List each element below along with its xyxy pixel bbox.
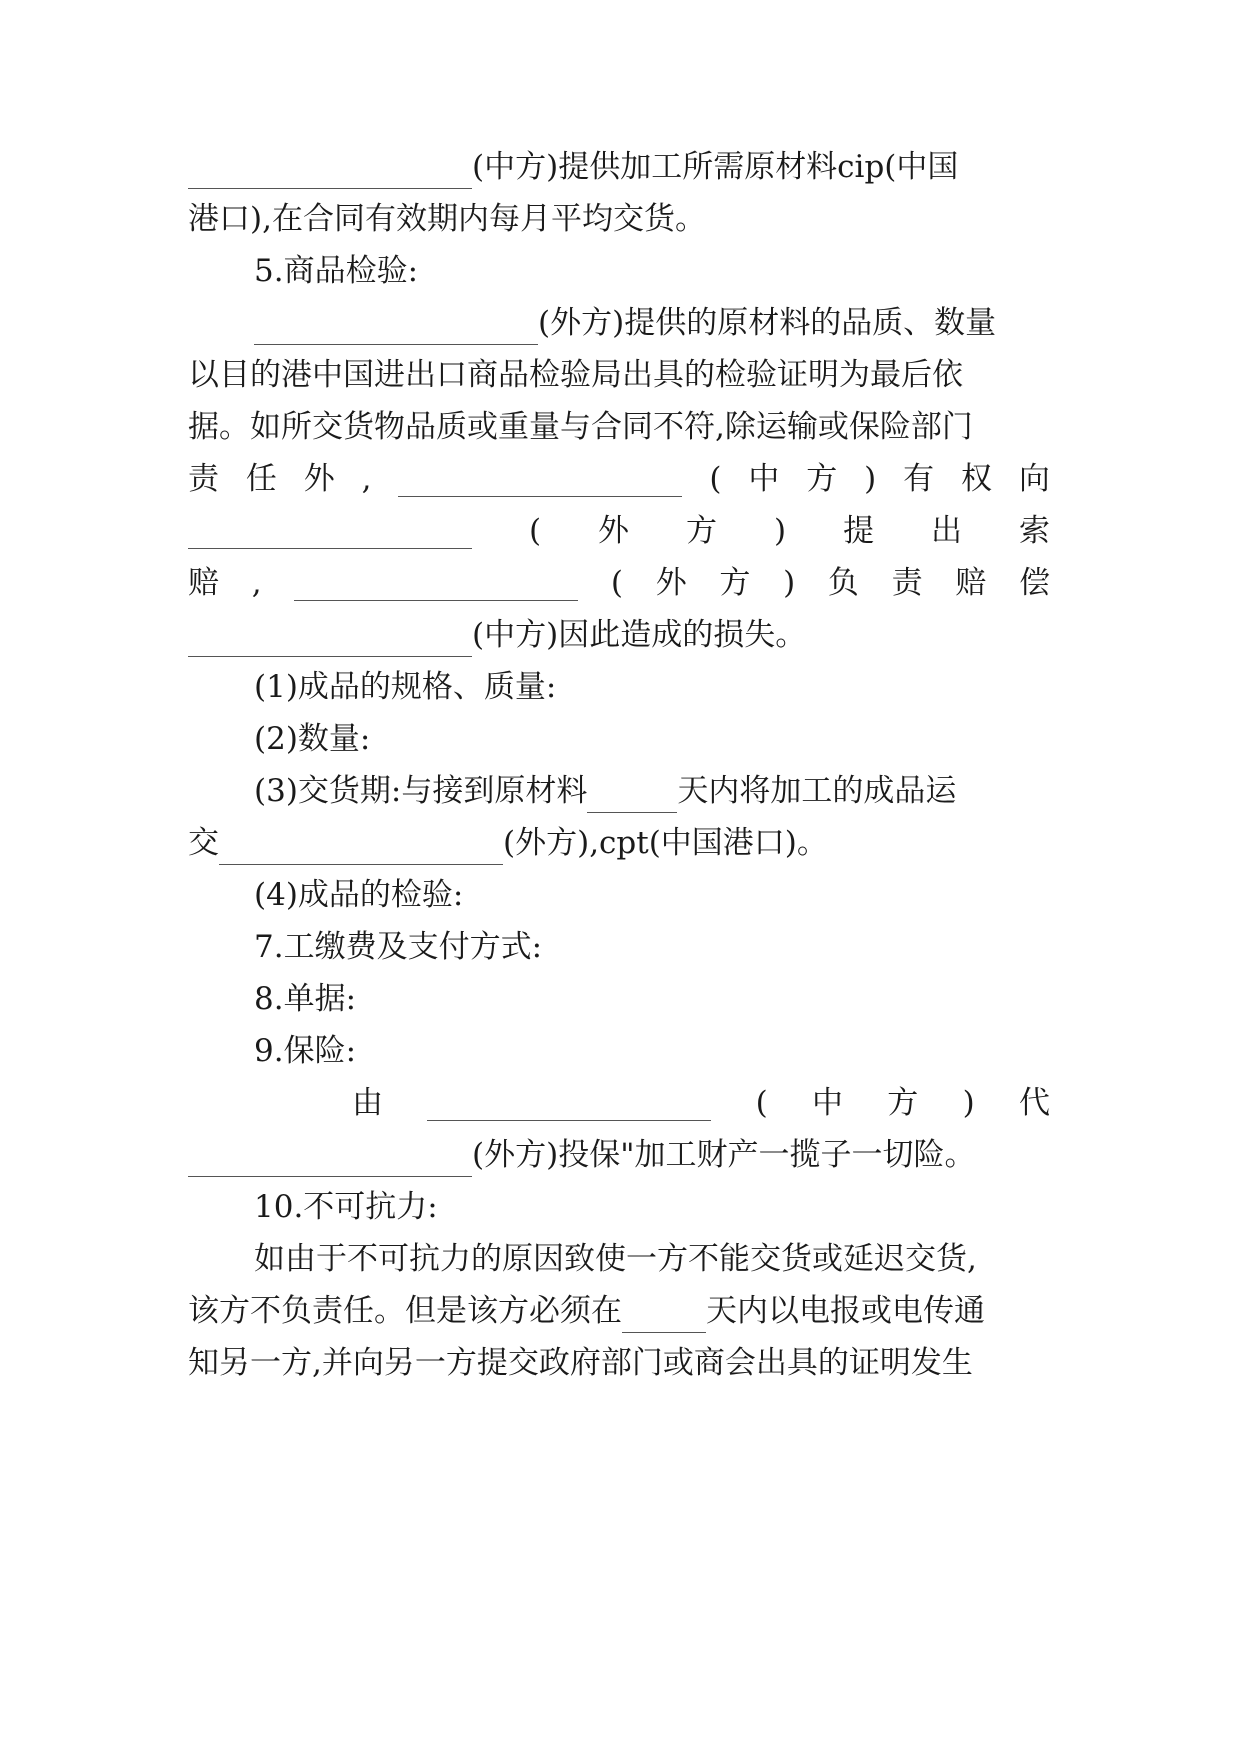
char: 外 <box>598 513 630 549</box>
justified-line <box>188 509 1050 553</box>
section-heading <box>254 249 1050 293</box>
char: ) <box>864 461 877 497</box>
line-text: (外方)提供的原材料的品质、数量 <box>538 305 997 341</box>
list-item <box>254 665 1050 709</box>
char: 有 <box>903 461 935 497</box>
char: 外 <box>655 565 687 601</box>
char: ) <box>773 513 787 549</box>
paragraph-line <box>188 145 1050 189</box>
char: , <box>361 461 372 497</box>
char: 出 <box>931 513 963 549</box>
paragraph-line <box>188 197 1050 241</box>
fill-in-blank[interactable] <box>188 622 472 657</box>
fill-in-blank[interactable] <box>622 1298 706 1333</box>
fill-in-blank[interactable] <box>188 1142 472 1177</box>
line-text: 天内以电报或电传通 <box>706 1293 985 1329</box>
heading-text: 7.工缴费及支付方式: <box>254 929 543 965</box>
line-text: (3)交货期:与接到原材料 <box>254 773 588 809</box>
char: 负 <box>827 565 859 601</box>
fill-in-blank[interactable] <box>587 778 677 813</box>
char: 外 <box>303 461 335 497</box>
justified-line <box>188 457 1050 501</box>
paragraph-line <box>188 613 1050 657</box>
paragraph-line <box>254 301 1050 345</box>
char: 由 <box>352 1085 383 1121</box>
fill-in-blank[interactable] <box>398 462 682 497</box>
char: ( <box>610 565 624 601</box>
line-text: 知另一方,并向另一方提交政府部门或商会出具的证明发生 <box>188 1345 973 1381</box>
char: 赔 <box>955 565 987 601</box>
char: 方 <box>806 461 838 497</box>
paragraph-line <box>254 1237 1050 1281</box>
section-heading <box>254 977 1050 1021</box>
line-text: (1)成品的规格、质量: <box>254 669 557 705</box>
heading-text: 10.不可抗力: <box>254 1189 438 1225</box>
line-text: 港口),在合同有效期内每月平均交货。 <box>188 201 706 237</box>
section-heading <box>254 1029 1050 1073</box>
line-text: 交 <box>188 825 219 861</box>
line-text: 以目的港中国进出口商品检验局出具的检验证明为最后依 <box>188 357 963 393</box>
paragraph-line <box>188 1289 1050 1333</box>
line-text: (4)成品的检验: <box>254 877 464 913</box>
line-text: 天内将加工的成品运 <box>677 773 957 809</box>
heading-text: 8.单据: <box>254 981 357 1017</box>
fill-in-blank[interactable] <box>219 830 503 865</box>
char: 代 <box>1019 1085 1050 1121</box>
char: ) <box>962 1085 975 1121</box>
char: ) <box>783 565 796 601</box>
fill-in-blank[interactable] <box>188 154 472 189</box>
char: 方 <box>719 565 751 601</box>
char: 偿 <box>1018 565 1050 601</box>
paragraph-line <box>188 353 1050 397</box>
line-text: (外方),cpt(中国港口)。 <box>503 825 828 861</box>
char: 责 <box>188 461 219 497</box>
char: ( <box>709 461 722 497</box>
char: ( <box>528 513 542 549</box>
char: 赔 <box>188 565 219 601</box>
line-text: (外方)投保"加工财产一揽子一切险。 <box>472 1137 976 1173</box>
char: 索 <box>1019 513 1050 549</box>
paragraph-line <box>188 405 1050 449</box>
justified-line <box>352 1081 1050 1125</box>
justified-line <box>188 561 1050 605</box>
char: 向 <box>1018 461 1050 497</box>
line-text: 该方不负责任。但是该方必须在 <box>188 1293 622 1329</box>
char: 中 <box>748 461 780 497</box>
line-text: (中方)提供加工所需原材料cip(中国 <box>472 149 959 185</box>
line-text: 如由于不可抗力的原因致使一方不能交货或延迟交货, <box>254 1241 977 1277</box>
paragraph-line <box>188 1133 1050 1177</box>
char: 中 <box>812 1085 843 1121</box>
heading-text: 9.保险: <box>254 1033 357 1069</box>
list-item <box>254 717 1050 761</box>
fill-in-blank[interactable] <box>254 310 538 345</box>
paragraph-line <box>188 1341 1050 1385</box>
line-text: (2)数量: <box>254 721 371 757</box>
list-item <box>254 873 1050 917</box>
section-heading <box>254 1185 1050 1229</box>
paragraph-line <box>188 821 1050 865</box>
fill-in-blank[interactable] <box>188 514 472 549</box>
section-heading <box>254 925 1050 969</box>
line-text: 据。如所交货物品质或重量与合同不符,除运输或保险部门 <box>188 409 973 445</box>
char: 方 <box>686 513 718 549</box>
char: , <box>251 565 262 601</box>
line-text: (中方)因此造成的损失。 <box>472 617 807 653</box>
list-item <box>254 769 1050 813</box>
heading-text: 5.商品检验: <box>254 253 419 289</box>
char: 责 <box>891 565 923 601</box>
fill-in-blank[interactable] <box>294 566 578 601</box>
fill-in-blank[interactable] <box>427 1086 711 1121</box>
char: 提 <box>843 513 875 549</box>
char: ( <box>755 1085 768 1121</box>
char: 方 <box>887 1085 919 1121</box>
char: 任 <box>245 461 277 497</box>
char: 权 <box>960 461 992 497</box>
